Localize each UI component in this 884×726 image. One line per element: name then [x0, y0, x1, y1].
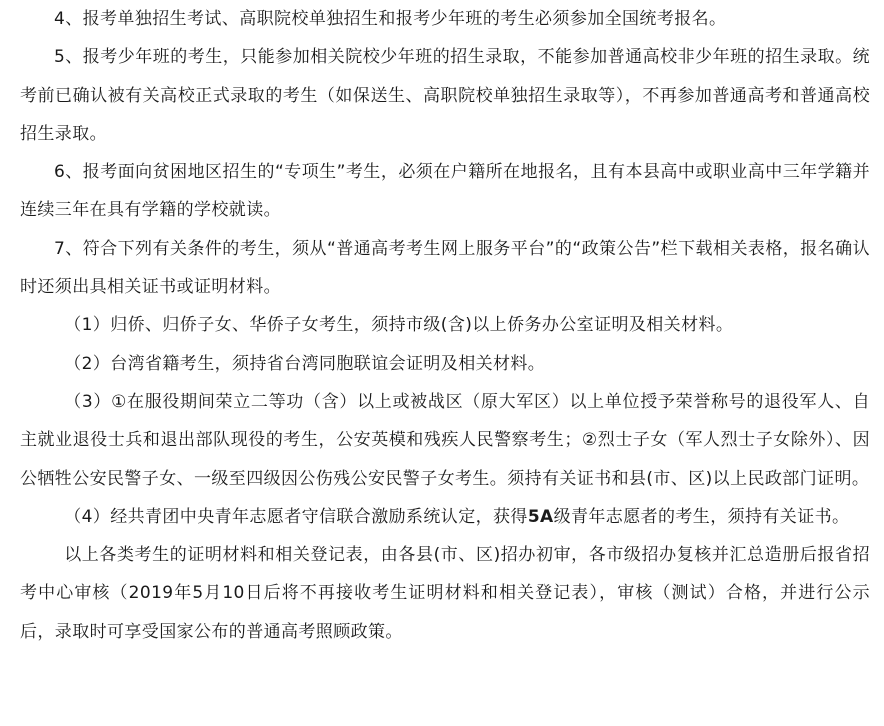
paragraph-subitem-3: （3）①在服役期间荣立二等功（含）以上或被战区（原大军区）以上单位授予荣誉称号的退役军人、自主就业退役士兵和退出部队现役的考生，公安英模和残疾人民警察考生；②烈士子女（军人烈士子女除外）、因公牺牲公安民警子女、一级至四级因公伤残公安民警子女考生。须持有关证书和县(市、区)以上民政部门证明。	[20, 391, 870, 489]
paragraph-item-5: 5、报考少年班的考生，只能参加相关院校少年班的招生录取，不能参加普通高校非少年班的招生录取。统考前已确认被有关高校正式录取的考生（如保送生、高职院校单独招生录取等），不再参加普通高考和普通高校招生录取。	[20, 47, 870, 144]
document-body	[20, 0, 870, 651]
paragraph-item-7: 7、符合下列有关条件的考生，须从“普通高考考生网上服务平台”的“政策公告”栏下载相关表格，报名确认时还须出具相关证书或证明材料。	[20, 238, 870, 298]
paragraph-subitem-4	[20, 498, 870, 536]
subitem-4-bold-grade: 5A	[527, 506, 554, 527]
paragraph-subitem-2: （2）台湾省籍考生，须持省台湾同胞联谊会证明及相关材料。	[64, 353, 546, 374]
paragraph-item-6: 6、报考面向贫困地区招生的“专项生”考生，必须在户籍所在地报名，且有本县高中或职业高中三年学籍并连续三年在具有学籍的学校就读。	[20, 162, 870, 221]
paragraph-summary: 以上各类考生的证明材料和相关登记表，由各县(市、区)招办初审，各市级招办复核并汇总造册后报省招考中心审核（2019年5月10日后将不再接收考生证明材料和相关登记表），审核（测试）合格，并进行公示后，录取时可享受国家公布的普通高考照顾政策。	[20, 545, 870, 642]
subitem-4-text-after: 级青年志愿者的考生，须持有关证书。	[553, 506, 850, 527]
paragraph-item-4: 4、报考单独招生考试、高职院校单独招生和报考少年班的考生必须参加全国统考报名。	[54, 9, 727, 29]
subitem-4-text-before: （4）经共青团中央青年志愿者守信联合激励系统认定，获得	[64, 506, 528, 527]
paragraph-subitem-1: （1）归侨、归侨子女、华侨子女考生，须持市级(含)以上侨务办公室证明及相关材料。	[64, 315, 734, 336]
